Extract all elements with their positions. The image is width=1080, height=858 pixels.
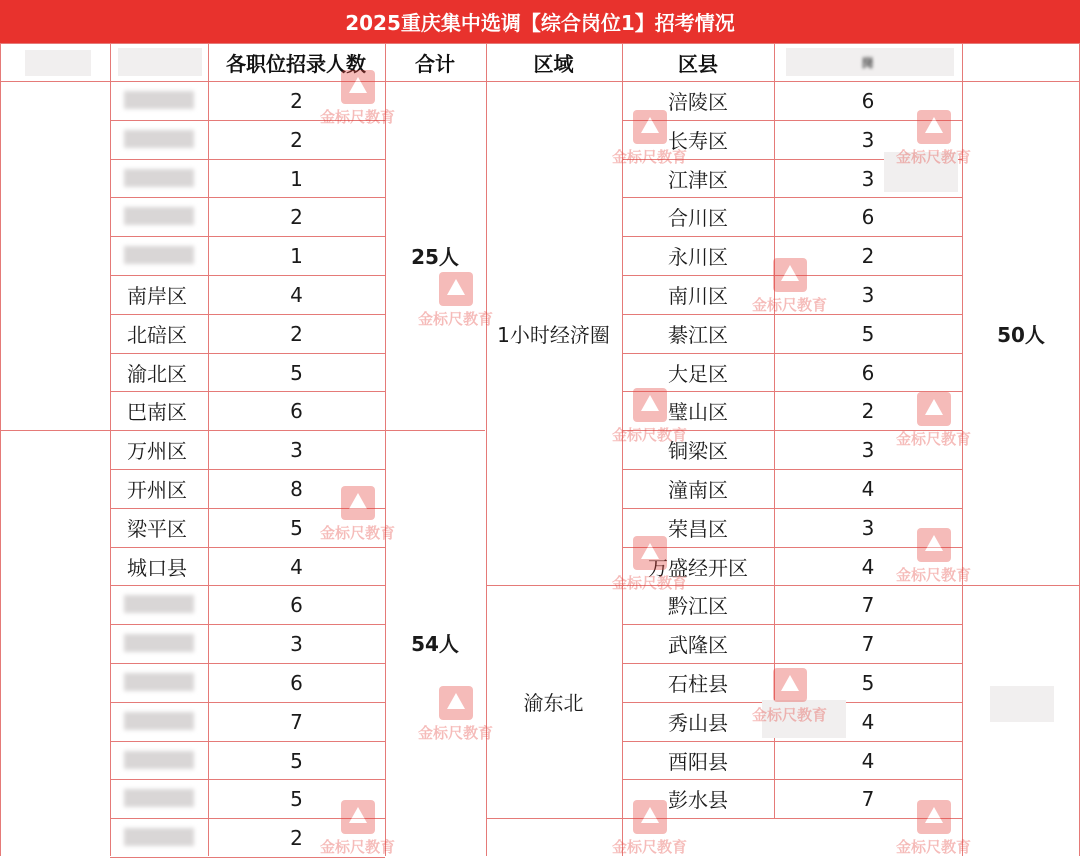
right-row-county: 大足区 — [668, 362, 728, 386]
watermark-logo-icon — [439, 272, 473, 306]
left-row-name: 梁平区 — [127, 517, 187, 541]
watermark-text: 金标尺教育 — [612, 838, 688, 856]
right-row-county: 合川区 — [668, 206, 728, 230]
left-row-count: 4 — [290, 282, 303, 307]
left-row-count: 6 — [290, 592, 303, 617]
left-row-name: 渝北区 — [127, 362, 187, 386]
right-row-county: 黔江区 — [668, 594, 728, 618]
right-row-count: 3 — [861, 166, 875, 191]
watermark-text: 金标尺教育 — [896, 838, 972, 856]
left-row-count: 5 — [290, 748, 303, 773]
left-row-count: 1 — [290, 243, 303, 268]
right-row-county: 长寿区 — [668, 129, 728, 153]
left-row-count: 5 — [290, 515, 303, 540]
watermark — [418, 686, 493, 743]
right-row-county: 万盛经开区 — [648, 556, 748, 580]
left-row-count: 2 — [290, 88, 303, 113]
blurred-name-placeholder — [124, 673, 194, 691]
header-blurred: 岗 — [861, 55, 875, 70]
right-row-count: 3 — [861, 282, 875, 307]
blurred-name-placeholder — [124, 789, 194, 807]
watermark-text: 金标尺教育 — [612, 574, 688, 592]
right-row-count: 5 — [861, 670, 875, 695]
right-row-count: 7 — [861, 592, 875, 617]
left-row-count: 2 — [290, 204, 303, 229]
grid-hline — [622, 818, 962, 819]
right-row-county: 秀山县 — [668, 711, 728, 735]
blurred-name-placeholder — [124, 634, 194, 652]
watermark-text: 金标尺教育 — [320, 108, 396, 126]
right-row-county: 石柱县 — [668, 672, 728, 696]
right-row-count: 7 — [861, 631, 875, 656]
table-title: 2025重庆集中选调【综合岗位1】招考情况 — [0, 0, 1080, 43]
header-total: 合计 — [415, 51, 455, 76]
left-row-count: 1 — [290, 166, 303, 191]
left-row-count: 3 — [290, 437, 303, 462]
right-row-count: 3 — [861, 515, 875, 540]
watermark-logo-icon — [439, 686, 473, 720]
right-row-county: 江津区 — [668, 168, 728, 192]
right-row-count: 3 — [861, 437, 875, 462]
left-row-count: 2 — [290, 127, 303, 152]
right-row-county: 酉阳县 — [668, 750, 728, 774]
left-row-count: 2 — [290, 825, 303, 850]
watermark-text: 金标尺教育 — [418, 724, 494, 742]
total-group-2: 54人 — [411, 631, 459, 656]
watermark — [418, 272, 493, 329]
blurred-name-placeholder — [124, 828, 194, 846]
left-row-count: 8 — [290, 476, 303, 501]
blurred-name-placeholder — [124, 169, 194, 187]
right-row-count: 4 — [861, 554, 875, 579]
right-row-count: 2 — [861, 398, 875, 423]
right-row-count: 4 — [861, 709, 875, 734]
right-row-county: 铜梁区 — [668, 439, 728, 463]
watermark-text: 金标尺教育 — [320, 838, 396, 856]
blurred-name-placeholder — [124, 130, 194, 148]
right-row-county: 永川区 — [668, 245, 728, 269]
right-row-county: 涪陵区 — [668, 90, 728, 114]
total-group-1: 25人 — [411, 244, 459, 269]
blurred-header-cell — [118, 48, 202, 76]
blurred-name-placeholder — [124, 91, 194, 109]
watermark-text: 金标尺教育 — [896, 566, 972, 584]
left-row-name: 南岸区 — [127, 284, 187, 308]
left-row-count: 6 — [290, 398, 303, 423]
left-row-count: 2 — [290, 321, 303, 346]
right-total: 50人 — [997, 322, 1045, 347]
grid-vline — [0, 43, 1, 856]
header-count: 各职位招录人数 — [226, 51, 366, 76]
right-row-county: 荣昌区 — [668, 517, 728, 541]
right-row-count: 6 — [861, 360, 875, 385]
right-row-county: 潼南区 — [668, 478, 728, 502]
right-row-county: 綦江区 — [668, 323, 728, 347]
right-row-count: 7 — [861, 786, 875, 811]
watermark-text: 金标尺教育 — [752, 296, 828, 314]
right-row-count: 6 — [861, 88, 875, 113]
header-region: 区域 — [533, 51, 574, 76]
blurred-name-placeholder — [124, 712, 194, 730]
grid-vline — [962, 43, 963, 856]
watermark-text: 金标尺教育 — [612, 148, 688, 166]
watermark-text: 金标尺教育 — [896, 430, 972, 448]
blurred-block — [762, 700, 846, 738]
right-row-county: 璧山区 — [668, 400, 728, 424]
left-row-count: 7 — [290, 709, 303, 734]
grid-hline — [0, 43, 1080, 44]
left-row-name: 万州区 — [127, 439, 187, 463]
blurred-header-cell — [25, 50, 91, 76]
watermark-text: 金标尺教育 — [320, 524, 396, 542]
left-row-name: 北碚区 — [127, 323, 187, 347]
right-row-count: 2 — [861, 243, 875, 268]
watermark-text: 金标尺教育 — [896, 148, 972, 166]
watermark-text: 金标尺教育 — [752, 706, 828, 724]
header-county: 区县 — [678, 51, 718, 76]
blurred-name-placeholder — [124, 246, 194, 264]
blurred-name-placeholder — [124, 751, 194, 769]
blurred-block — [884, 152, 958, 192]
right-row-county: 南川区 — [668, 284, 728, 308]
right-row-county: 彭水县 — [668, 788, 728, 812]
grid-hline — [486, 818, 622, 819]
left-row-name: 巴南区 — [127, 400, 187, 424]
grid-vline — [486, 43, 487, 856]
watermark-text: 金标尺教育 — [612, 426, 688, 444]
left-row-count: 4 — [290, 554, 303, 579]
left-row-count: 5 — [290, 360, 303, 385]
right-row-count: 3 — [861, 127, 875, 152]
right-row-count: 5 — [861, 321, 875, 346]
left-row-count: 5 — [290, 786, 303, 811]
watermark-text: 金标尺教育 — [418, 310, 494, 328]
left-row-name: 开州区 — [127, 478, 187, 502]
left-row-count: 6 — [290, 670, 303, 695]
right-row-county: 武隆区 — [668, 633, 728, 657]
grid-vline — [385, 43, 386, 856]
blurred-name-placeholder — [124, 595, 194, 613]
right-row-count: 6 — [861, 204, 875, 229]
right-row-count: 4 — [861, 476, 875, 501]
blurred-block — [990, 686, 1054, 722]
left-row-name: 城口县 — [127, 556, 187, 580]
left-row-count: 3 — [290, 631, 303, 656]
blurred-name-placeholder — [124, 207, 194, 225]
right-row-count: 4 — [861, 748, 875, 773]
region-1hour-economic-circle: 1小时经济圈 — [497, 322, 610, 347]
region-yudongbei: 渝东北 — [523, 690, 584, 715]
